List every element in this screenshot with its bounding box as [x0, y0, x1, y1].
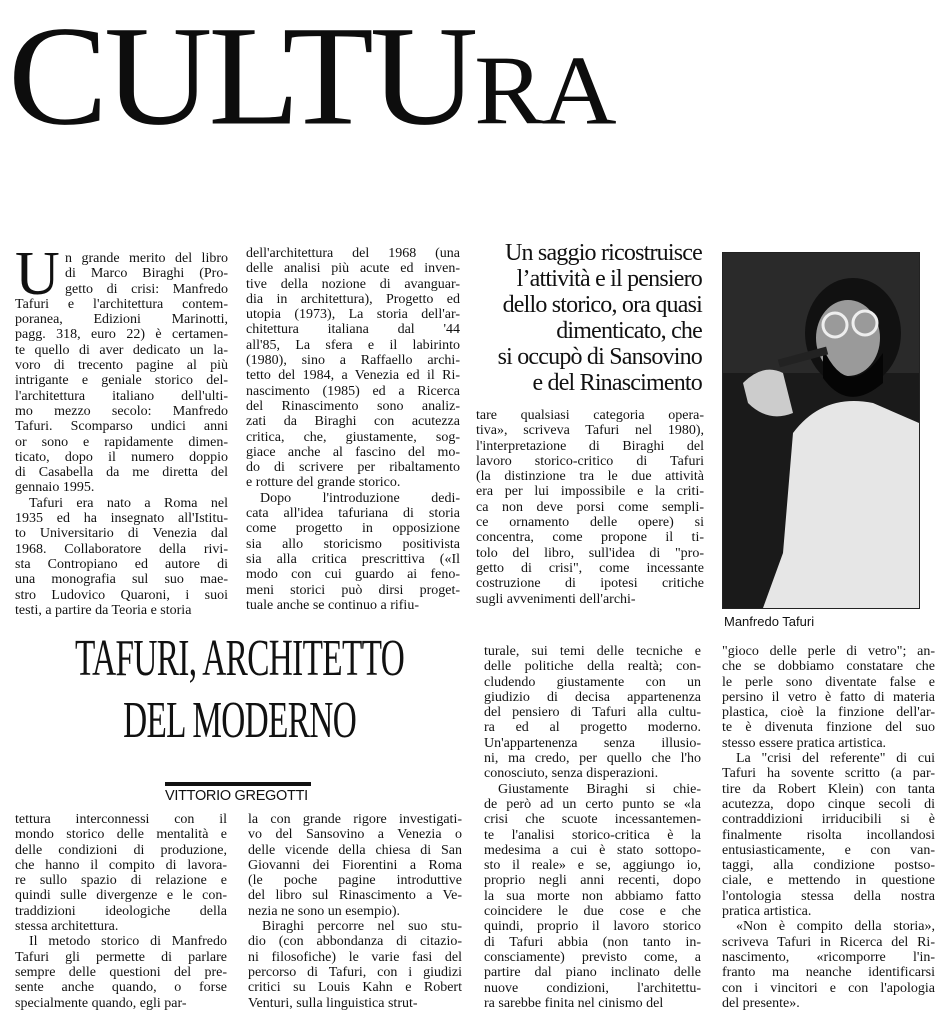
- text-line: n grande merito del libro: [65, 251, 228, 266]
- deck-line: l’attività e il pensiero: [516, 266, 702, 292]
- text-line: tire da Robert Klein) con tanta: [722, 781, 935, 797]
- text-line: vo del Sansovino a Venezia o: [248, 827, 462, 843]
- column-1-top: [15, 240, 228, 618]
- text-line: del Rinascimento sono analiz-: [246, 398, 460, 414]
- text-line: che hanno il compito di lavora-: [15, 857, 227, 873]
- text-line: stessa architettura.: [15, 919, 119, 935]
- text-line: dell'architettura del 1968 (una: [246, 246, 460, 261]
- text-line: come progetto in opposizione: [246, 521, 460, 537]
- text-line: tolo del libro, sull'idea di "pro-: [476, 545, 704, 561]
- text-line: Tafuri era nato a Roma nel: [29, 495, 228, 511]
- text-line: coincidere le due cose e che: [484, 904, 701, 920]
- text-line: meni storici può dirsi proget-: [246, 582, 460, 598]
- text-line: ni, ma credo, per quello che l'ho: [484, 751, 701, 767]
- text-line: nuove condizioni, l'architettu-: [484, 980, 701, 996]
- text-line: poranea, Edizioni Marinotti,: [15, 312, 228, 328]
- text-line: ra ed al progetto moderno.: [484, 720, 701, 736]
- text-line: giudizio di decisa appartenenza: [484, 689, 701, 705]
- text-line: (1980), sino a Raffaello archi-: [246, 353, 460, 369]
- text-line: La "crisi del referente" di cui: [736, 751, 935, 767]
- column-2-bottom: [248, 812, 462, 1011]
- text-line: una monografia sul suo mae-: [15, 572, 228, 588]
- text-line: dio (con abbondanza di citazio-: [248, 934, 462, 950]
- text-line: Il metodo storico di Manfredo: [29, 934, 227, 950]
- article-deck: [472, 240, 702, 396]
- text-line: ra sarebbe finita nel cinismo del: [484, 995, 664, 1011]
- text-line: zati da Biraghi con acutezza: [246, 414, 460, 430]
- text-line: entusiasticamente, e con van-: [722, 842, 935, 858]
- drop-cap: U: [15, 240, 60, 308]
- text-line: le perle sono diventate false e: [722, 674, 935, 690]
- text-line: che se dobbiamo constatare che: [722, 659, 935, 675]
- text-line: sia allo storicismo positivista: [246, 536, 460, 552]
- text-line: cata all'idea tafuriana di storia: [246, 506, 460, 522]
- text-line: critica, che, giustamente, sog-: [246, 429, 460, 445]
- text-line: taggi, alla condizione postso-: [722, 858, 935, 874]
- text-line: de però ad un certo punto se «la: [484, 796, 701, 812]
- text-line: tetto del 1984, a Venezia ed il Ri-: [246, 368, 460, 384]
- text-line: dia in architettura), Progetto ed: [246, 291, 460, 307]
- text-line: l'ontologia stessa della nostra: [722, 888, 935, 904]
- text-line: lavoro storico-critico di Tafuri: [476, 453, 704, 469]
- text-line: 1968. Collaboratore della rivi-: [15, 541, 228, 557]
- text-line: or sono e rapidamente dimen-: [15, 434, 228, 450]
- text-line: proprio negli anni recenti, dopo: [484, 873, 701, 889]
- text-line: utopia (1973), La storia dell'ar-: [246, 307, 460, 323]
- text-line: tettura interconnessi con il: [15, 812, 227, 827]
- text-line: delle politiche della realtà; con-: [484, 659, 701, 675]
- author-photo: [722, 252, 920, 609]
- text-line: sto il reale» e se, aggiungo io,: [484, 858, 701, 874]
- text-line: quindi sulle divergenze e le con-: [15, 888, 227, 904]
- text-line: getto di crisi", come incessante: [476, 560, 704, 576]
- text-line: finalmente risolta incollandosi: [722, 827, 935, 843]
- text-line: to Universitario di Venezia dal: [15, 526, 228, 542]
- column-1-bottom: [15, 812, 227, 1011]
- text-line: sugli avvenimenti dell'archi-: [476, 591, 636, 607]
- text-line: Tafuri gli permette di parlare: [15, 949, 227, 965]
- text-line: mo mezzo secolo: Manfredo: [15, 403, 228, 419]
- text-line: pagg. 318, euro 22) è certamen-: [15, 327, 228, 343]
- text-line: Venturi, sulla linguistica strut-: [248, 995, 418, 1011]
- text-line: Tafuri. Scomparso undici anni: [15, 419, 228, 435]
- text-line: re sullo spazio di relazione e: [15, 873, 227, 889]
- byline: VITTORIO GREGOTTI: [165, 788, 308, 804]
- text-line: plastica, cioè la finzione dell'ar-: [722, 705, 935, 721]
- text-line: crisi che scuote incessantemen-: [484, 812, 701, 828]
- headline-line: TAFURI, ARCHITETTO: [75, 630, 405, 687]
- portrait-image: [723, 253, 919, 608]
- text-line: voro di trecento pagine al più: [15, 358, 228, 374]
- headline-line: DEL MODERNO: [123, 692, 357, 749]
- byline-rule: [165, 782, 311, 786]
- column-2-top: [246, 246, 460, 613]
- text-line: tiva», scriveva Tafuri nel 1980),: [476, 423, 704, 439]
- text-line: tare qualsiasi categoria opera-: [476, 408, 704, 423]
- text-line: te quello di aver dedicato un la-: [15, 342, 228, 358]
- text-line: nezia ne sono un esempio).: [248, 903, 401, 919]
- text-line: gennaio 1995.: [15, 480, 95, 496]
- text-line: medesima a cui è stato sottopo-: [484, 842, 701, 858]
- text-line: di Tafuri abbia (non tanto in-: [484, 934, 701, 950]
- text-line: te l'analisi storico-critica è la: [484, 827, 701, 843]
- text-line: tuale anche se continuo a rifiu-: [246, 597, 419, 613]
- text-line: con i vincitori e con l'apologia: [722, 980, 935, 996]
- text-line: do di scrivere per ribaltamento: [246, 460, 460, 476]
- deck-line: e del Rinascimento: [532, 370, 702, 396]
- text-line: Un'appartenenza senza illusio-: [484, 735, 701, 751]
- text-line: concentra, come propone il ti-: [476, 530, 704, 546]
- text-line: l'interpretazione di Biraghi del: [476, 438, 704, 454]
- text-line: conosciuto, senza disperazioni.: [484, 766, 659, 782]
- text-line: ce ornamento delle opere) si: [476, 515, 704, 531]
- text-line: sempre delle questioni del pre-: [15, 964, 227, 980]
- text-line: cludendo giustamente con un: [484, 674, 701, 690]
- text-line: contraddizioni irriducibili si è: [722, 812, 935, 828]
- text-line: stro Ludovico Quaroni, i suoi: [15, 587, 228, 603]
- column-4-bottom: [722, 644, 935, 1011]
- text-line: sia alla critica prescrittiva («Il: [246, 551, 460, 567]
- text-line: tive della nozione di avanguar-: [246, 276, 460, 292]
- text-line: Giustamente Biraghi si chie-: [498, 781, 701, 797]
- text-line: (le poche pagine introduttive: [248, 873, 462, 889]
- text-line: "gioco delle perle di vetro"; an-: [722, 644, 935, 659]
- text-line: (la distinzione tra le due attività: [476, 469, 704, 485]
- text-line: Giovanni dei Fiorentini a Roma: [248, 857, 462, 873]
- text-line: la con grande rigore investigati-: [248, 812, 462, 827]
- text-line: Dopo l'introduzione dedi-: [260, 490, 460, 506]
- section-title: [8, 0, 615, 167]
- text-line: giace anche al fascino del mo-: [246, 444, 460, 460]
- text-line: del libro sul Rinascimento a Ve-: [248, 888, 462, 904]
- text-line: getto di crisi: Manfredo: [65, 281, 228, 297]
- text-line: la sua morte non abbiamo fatto: [484, 888, 701, 904]
- text-line: percorso di Tafuri, con i giudizi: [248, 964, 462, 980]
- text-line: di Marco Biraghi (Pro-: [65, 266, 228, 282]
- text-line: delle analisi più acute ed inven-: [246, 261, 460, 277]
- text-line: pratica artistica.: [722, 904, 812, 920]
- text-line: quindi, proprio il lavoro storico: [484, 919, 701, 935]
- text-line: turale, sui temi delle tecniche e: [484, 644, 701, 659]
- text-line: scriveva Tafuri in Ricerca del Ri-: [722, 934, 935, 950]
- text-line: critici su Louis Kahn e Robert: [248, 980, 462, 996]
- text-line: delle condizioni di produzione,: [15, 842, 227, 858]
- text-line: ca non deve porsi come sempli-: [476, 499, 704, 515]
- text-line: Biraghi percorre nel suo stu-: [262, 919, 462, 935]
- column-3-bottom: [484, 644, 701, 1011]
- text-line: traddizioni ideologiche della: [15, 903, 227, 919]
- text-line: stesso essere pratica artistica.: [722, 735, 887, 751]
- column-3-top: [476, 408, 704, 607]
- text-line: sente anche quando, o forse: [15, 980, 227, 996]
- text-line: sta Contropiano ed autore di: [15, 556, 228, 572]
- text-line: del presente».: [722, 995, 800, 1011]
- photo-caption: Manfredo Tafuri: [724, 614, 815, 629]
- text-line: ticato, dopo il numero doppio: [15, 449, 228, 465]
- text-line: ciale, e mettendo in questione: [722, 873, 935, 889]
- text-line: testi, a partire da Teoria e storia: [15, 602, 192, 618]
- text-line: di Casabella da me diretta del: [15, 465, 228, 481]
- text-line: del pensiero di Tafuri alla cultu-: [484, 705, 701, 721]
- text-line: specialmente quando, egli par-: [15, 995, 187, 1011]
- article-headline: [22, 628, 457, 752]
- deck-line: dimenticato, che: [556, 318, 702, 344]
- text-line: «Non è compito della storia»,: [736, 919, 935, 935]
- text-line: acutezza, dopo cinque secoli di: [722, 796, 935, 812]
- text-line: persino il vetro è fatto di materia: [722, 689, 935, 705]
- text-line: era per lui impossibile e la criti-: [476, 484, 704, 500]
- text-line: partire dal piano inclinato delle: [484, 965, 701, 981]
- text-line: l'architettura italiano dell'ulti-: [15, 388, 228, 404]
- deck-line: dello storico, ora quasi: [502, 292, 702, 318]
- text-line: e rotture del grande storico.: [246, 475, 401, 491]
- text-line: ni filosofiche) le varie fasi del: [248, 949, 462, 965]
- deck-line: si occupò di Sansovino: [497, 344, 702, 370]
- text-line: nascimento (1985) ed a Ricerca: [246, 383, 460, 399]
- text-line: Tafuri ha sovente scritto (a par-: [722, 766, 935, 782]
- text-line: mondo storico delle mentalità e: [15, 827, 227, 843]
- section-title-main: CULTU: [8, 0, 475, 155]
- text-line: costruzione di ipotesi critiche: [476, 576, 704, 592]
- text-line: nascimento, «ricomporre l'in-: [722, 949, 935, 965]
- text-line: modo con cui guardo ai feno-: [246, 567, 460, 583]
- text-line: all'85, La sfera e il labirinto: [246, 337, 460, 353]
- text-line: 1935 ed ha insegnato all'Istitu-: [15, 511, 228, 527]
- deck-line: Un saggio ricostruisce: [504, 240, 702, 266]
- text-line: intrigante e geniale storico del-: [15, 373, 228, 389]
- text-line: chitettura italiana dal '44: [246, 322, 460, 338]
- text-line: Tafuri e l'architettura contem-: [15, 296, 228, 312]
- text-line: te è divenuta finzione del suo: [722, 720, 935, 736]
- text-line: consciamente) previsto come, a: [484, 949, 701, 965]
- section-title-tail: RA: [474, 36, 615, 146]
- text-line: franto ma neanche identificarsi: [722, 965, 935, 981]
- text-line: delle vicende della chiesa di San: [248, 842, 462, 858]
